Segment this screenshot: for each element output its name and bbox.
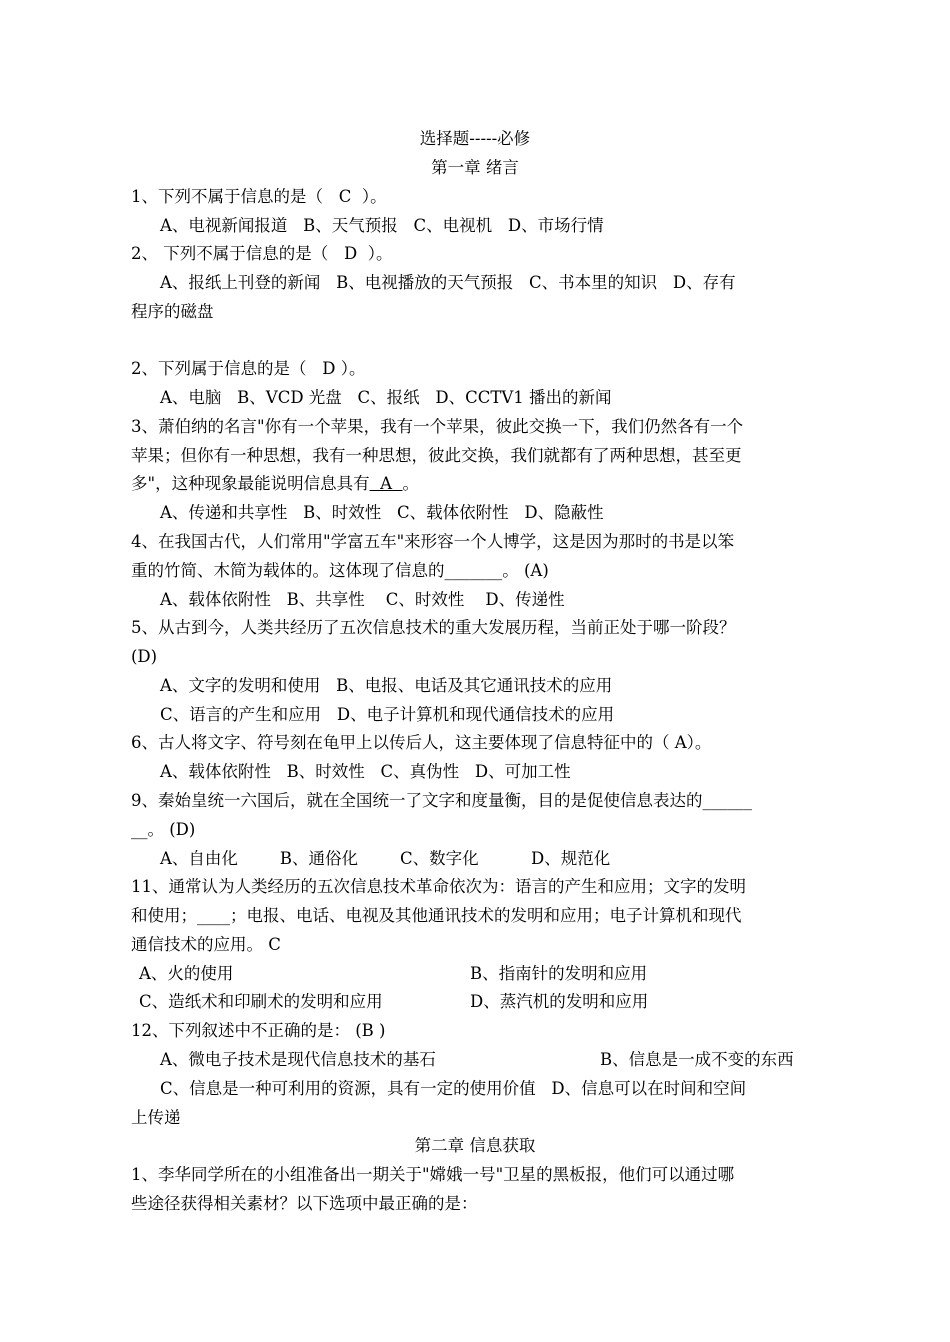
question-line: 1、李华同学所在的小组准备出一期关于"嫦娥一号"卫星的黑板报，他们可以通过哪 bbox=[131, 1165, 735, 1184]
question-line: 12、下列叙述中不正确的是： (B ) bbox=[131, 1021, 386, 1040]
question-line: 1、下列不属于信息的是（ C ）。 bbox=[131, 187, 387, 206]
options-line: A、电视新闻报道 B、天气预报 C、电视机 D、市场行情 bbox=[160, 216, 604, 235]
options-line: A、载体依附性 B、时效性 C、真伪性 D、可加工性 bbox=[160, 762, 571, 781]
question-line: 程序的磁盘 bbox=[131, 302, 214, 321]
question-line bbox=[131, 476, 419, 493]
options-line: A、载体依附性 B、共享性 C、时效性 D、传递性 bbox=[160, 590, 565, 609]
question-line: 9、秦始皇统一六国后，就在全国统一了文字和度量衡，目的是促使信息表达的______ bbox=[131, 791, 752, 810]
question-text: 多"，这种现象最能说明信息具有 bbox=[131, 474, 370, 493]
options-line: A、文字的发明和使用 B、电报、电话及其它通讯技术的应用 bbox=[160, 676, 613, 695]
question-line: 11、通常认为人类经历的五次信息技术革命依次为：语言的产生和应用；文字的发明 bbox=[131, 877, 746, 896]
document-title: 选择题-----必修 bbox=[419, 129, 531, 148]
question-line: 6、古人将文字、符号刻在龟甲上以传后人，这主要体现了信息特征中的（ A）。 bbox=[131, 733, 712, 752]
option-d: D、蒸汽机的发明和应用 bbox=[470, 992, 649, 1011]
option-a: A、火的使用 bbox=[139, 964, 234, 983]
options-line: C、语言的产生和应用 D、电子计算机和现代通信技术的应用 bbox=[160, 705, 615, 724]
options-line: C、信息是一种可利用的资源，具有一定的使用价值 D、信息可以在时间和空间 bbox=[160, 1079, 747, 1098]
question-line: (D) bbox=[131, 647, 158, 666]
answer-blank: A bbox=[369, 474, 403, 493]
options-line: A、电脑 B、VCD 光盘 C、报纸 D、CCTV1 播出的新闻 bbox=[160, 388, 612, 407]
question-line: 通信技术的应用。 C bbox=[131, 935, 281, 954]
question-line: 苹果；但你有一种思想，我有一种思想，彼此交换，我们就都有了两种思想，甚至更 bbox=[131, 446, 742, 465]
question-line: 2、 下列不属于信息的是（ D ）。 bbox=[131, 244, 393, 263]
question-line: 些途径获得相关素材？以下选项中最正确的是： bbox=[131, 1194, 478, 1213]
option-b: B、指南针的发明和应用 bbox=[470, 964, 648, 983]
question-line: 和使用；____；电报、电话、电视及其他通讯技术的发明和应用；电子计算机和现代 bbox=[131, 906, 742, 925]
question-line: 4、在我国古代，人们常用"学富五车"来形容一个人博学，这是因为那时的书是以笨 bbox=[131, 532, 735, 551]
question-line: 2、下列属于信息的是（ D ）。 bbox=[131, 359, 366, 378]
question-text-end: 。 bbox=[402, 474, 419, 493]
options-line: A、传递和共享性 B、时效性 C、载体依附性 D、隐蔽性 bbox=[160, 503, 604, 522]
question-line: 重的竹简、木简为载体的。这体现了信息的_______。 (A) bbox=[131, 561, 549, 580]
chapter-2-heading: 第二章 信息获取 bbox=[414, 1136, 536, 1155]
options-line: A、自由化 B、通俗化 C、数字化 D、规范化 bbox=[160, 849, 611, 868]
option-b: B、信息是一成不变的东西 bbox=[600, 1050, 794, 1069]
options-line: A、报纸上刊登的新闻 B、电视播放的天气预报 C、书本里的知识 D、存有 bbox=[160, 273, 736, 292]
question-line: 上传递 bbox=[131, 1108, 181, 1127]
option-c: C、造纸术和印刷术的发明和应用 bbox=[139, 992, 383, 1011]
option-a: A、微电子技术是现代信息技术的基石 bbox=[160, 1050, 436, 1069]
question-line: 5、从古到今，人类共经历了五次信息技术的重大发展历程，当前正处于哪一阶段？ bbox=[131, 618, 736, 637]
chapter-1-heading: 第一章 绪言 bbox=[431, 158, 519, 177]
question-line: __。 (D) bbox=[131, 820, 196, 839]
question-line: 3、萧伯纳的名言"你有一个苹果，我有一个苹果，彼此交换一下，我们仍然各有一个 bbox=[131, 417, 744, 436]
